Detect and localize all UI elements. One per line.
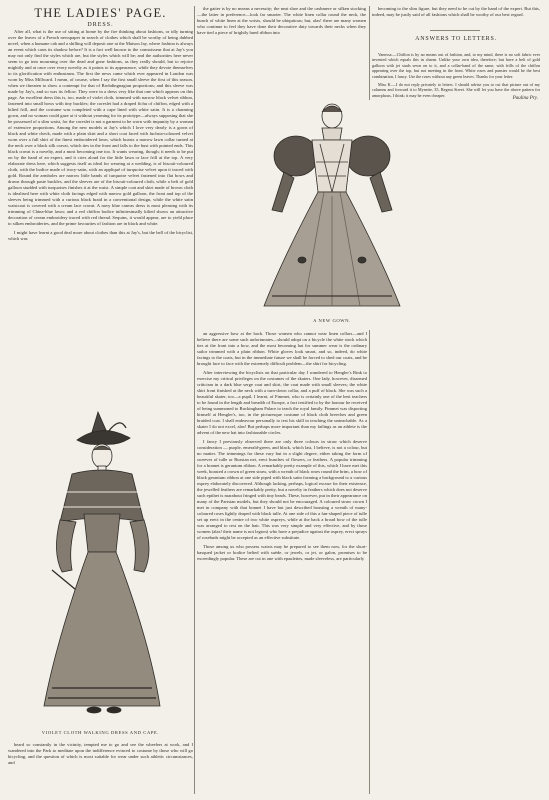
letter-reply: Vanessa.—Chiffon is by no means out of fashion, and, to my mind, there is no soft fabric ever invented which equals this in charm. Unlike your own idea, therefore; but have a belt of gold galloon with jet studs sewn on to it, and a collar-band of the same, with frills of the chiffon appearing over the top, but not meeting in the front. White roses and pansies would be the best combination, I fancy. Use the roses without any green leaves. Thanks for your letter. <box>372 52 540 79</box>
page-title: THE LADIES' PAGE. <box>34 6 167 20</box>
paragraph: After interviewing the bicyclists on that particular day I wandered to Hengler's Rink to exercise my critical privileges on the costumes of the skaters. One lady, however, disarmed criticism in a dark blue serge coat and skirt, the coat made with small sleeves; the white shirt front finished at the neck with a turn-down collar, and a puff of black. She was such a beautiful skater, too—a pupil, I learnt, of Fimmet, who is certainly one of the best teachers to be found in the length and breadth of Europe, a fact testified to by the honour he received of being summoned to Buckingham Palace to teach the royal family. Fimmet was disporting himself at Hengler's, too, in the picturesque costume of black cloth breeches and green braided coat. I shall endeavour personally to test his skill in teaching the unteachable. As a skater I do not excel, alas! But perhaps more important than my failings as an athlete is the advent of the new hat into fashionable circles. <box>197 370 367 435</box>
caption-walking-dress: VIOLET CLOTH WALKING DRESS AND CAPE. <box>41 730 160 735</box>
paragraph: I might have learnt a good deal more about clothes than this at Jay's, but the bell of the bicyclist, which was <box>8 230 193 241</box>
paragraph: the gaiter is by no means a necessity; the neat shoe and the cashmere or silken stocking—the latter in preference—look far smarter. The white linen collar round the neck, the bunch of white linen at the wrists, should be ubiquitous; but, alas! there are many women who continue to feel they have done their decorative duty towards their necks when they have tied a piece of brightly hued ribbon into <box>197 6 366 35</box>
column-rule <box>369 330 370 794</box>
paragraph: an aggressive bow at the back. Those women who cannot wear linen collars—and I believe there are some such unfortunates—should adopt on a bicycle the white stock which ties at the front into a bow, and the most becoming hat for summer wear is the ordinary sailor trimmed with a plain ribbon. White gloves look smart, and so, indeed, do white facings to the coats, but in the immediate future we shall be forced to shed our coats, and be brought face to face with the extremely difficult problem—the shirt for bicycling. <box>197 331 367 366</box>
paragraph: After all, what is the use of sitting at home by the fire thinking about fashions, or idly turning over the leaves of a French newspaper in search of clothes which shall be worthy of being dubbed novel, when a humane cab and a shilling will deposit one at the Maison Jay, where fashion is always an event which casts its shadow before? It is a fact well known to the connoisseur that at Jay's you may not only find the styles which are, but the styles which will be; and the authorities here never seem to go into mourning over the dead and gone fashions, as they really should, but to rejoice mightily and at once over every novelty as it points to its appearance, while they devote themselves to its glorification with enthusiasm. The first the news came which ever appeared in London was worn by Miss Millward. I mean, of course, when I say the first small sleeve the first of this season, when we threaten to show a contempt for that of Brobdingnagian proportions; and this sleeve was made by Jay's, and so was its fellow. They were in a dress very like that one which appears on this page. An excellent dress this is, too, made of violet cloth, trimmed with narrow black velvet ribbon, fastened into small bows with tiny buckles; the coreslet had a draped fichu of chiffon, edged with a kilted frill, and the costume was completed with a cape lined with white satin. It is a charming gown, and no woman could gaze at it without yearning for its prototype—always supposing that she be possessed of a slim waist, for the coreslet is not a garment to be worn with impunity by a woman of extensive proportions. Among the new models at Jay's which I love very dearly is a gown of black and white check, made with a plain skirt and a short coat faced with fuchsia-coloured velvet worn over a full shirt of the finest embroidered lawn, which boasts a narrow lawn collar turned at the neck over a black silk cravat, which ties in the front and falls to the bust with pointed ends. This black cravat is a novelty, and a most becoming one too. It wants wearing, though; it needs to be put on by the hand of an expert, and it cries aloud for the little lawn or lace frill at the top. A very elaborate dress here, which suggests itself as ideal for wearing at a wedding, is of biscuit-coloured cloth, with the bodice made of ivory-satin, with an appliqué of turquoise velvet upon it traced with gold. Round the armholes are narrow little bands of turquoise velvet fastened into flat bows and drawn through paste buckles, and the sleeves are of the biscuit-coloured cloth, while a belt of gold galloon studded with turquoises finishes it at the waist. A simple coat and skirt made of brown cloth is idealised here with white cloth facings edged with narrow gold galloon, the front and top of the sleeves being trimmed with a curious black braid in a conventional design, while the white satin waistcoat is covered with a cream lace cravat. A navy blue canvas dress is most pleasing with its trimming of China-blue lawn; and a red chiffon bodice infinitesimally kilted shows an attractive decoration of cream embroidery traced with red thread. Sequins, it would appear, are to yield place to silken embroideries, and the prime favourites of fashion are in black and white. <box>8 29 193 226</box>
paragraph: heard so constantly in the vicinity, tempted me to go and see the wheelers at work, and I wandered into the Park to meditate upon the indifference evinced to costume by those who will go bicycling, and the question of which is most suitable for wear under such athletic circumstances, and <box>8 742 193 765</box>
column-rule <box>369 6 370 100</box>
column-1-bottom <box>8 742 193 794</box>
divider <box>430 30 480 31</box>
section-heading: DRESS. <box>87 22 114 28</box>
walking-dress-figure <box>22 402 182 722</box>
letters-column <box>372 52 540 98</box>
walking-dress-illustration <box>22 402 182 722</box>
caption-new-gown: A NEW GOWN. <box>313 318 351 323</box>
column-2-top <box>197 6 366 35</box>
column-1-top <box>8 29 193 395</box>
paragraph: becoming to the slim figure, but they need to be cut by the hand of the expert. But this, indeed, may be justly said of all fashions which shall be worthy of our best regard. <box>372 6 540 17</box>
paragraph: Those among us who possess waists may be prepared to see them now, for the short-basqued jacket or bodice belted with suède, or jewels, or jet, or galon, promises to be exceedingly popular. These are cut in one with epaulettes, made sleeveless, are particularly <box>197 544 367 561</box>
signature: Paulina Pry. <box>512 96 538 101</box>
letters-heading: ANSWERS TO LETTERS. <box>415 36 497 42</box>
paragraph: I fancy I previously observed there are only three colours in straw which deserve consideration — purple, emerald-green, and black, which last, I believe, is not a colour, but no matter. The trimmings for these vary but in a slight degree, either taking the form of sweeves of tulle or Russian net, erect bunches of flowers, or feathers. A popular trimming for a bonnet is geranium ribbon. A remarkably pretty example of this, which I have met this week, boasted a crown of green straw, with a wreath of black roses round the brim, a bow of black geranium ribbon at one side piped with black satin forming a background to a curious osprey elaborately discovered. Although lacking, perhaps, logical excuse for their existence, the jewelled feathers are remarkably pretty, but a novelty in feathers which does not deserve such epithet is marabout fringed with tiny beads. These, however, put in their appearance on many of the Parisian models, but they should not be encouraged. A coloured straw crown I met in company with that bonnet I have but just described boasting a wreath of many-coloured roses lightly draped with black tulle. At one side of this a fan-shaped piece of tulle set up erect in the centre of two white ospreys, while at the back a broad bow of the tulle was arranged to rest on the hair. This was very simple and very effective, and by those women (alas! their name is not legion) who have a prejudice against the osprey, erect sprays of rosebuds might be accepted as an effective substitute. <box>197 439 367 540</box>
column-rule <box>194 6 195 794</box>
column-2-bottom <box>197 331 367 794</box>
new-gown-illustration <box>232 100 432 312</box>
column-3-top <box>372 6 540 26</box>
new-gown-figure <box>232 100 432 312</box>
masthead <box>8 6 193 28</box>
letter-reply: Miss K.—I do not reply privately to letters. I should advise you to cut that picture out of my columns and forward it to Mynette, 35, Regent Street. She will let you have the above pattern for amorphous, I think; it may be even cheaper. <box>372 82 540 98</box>
